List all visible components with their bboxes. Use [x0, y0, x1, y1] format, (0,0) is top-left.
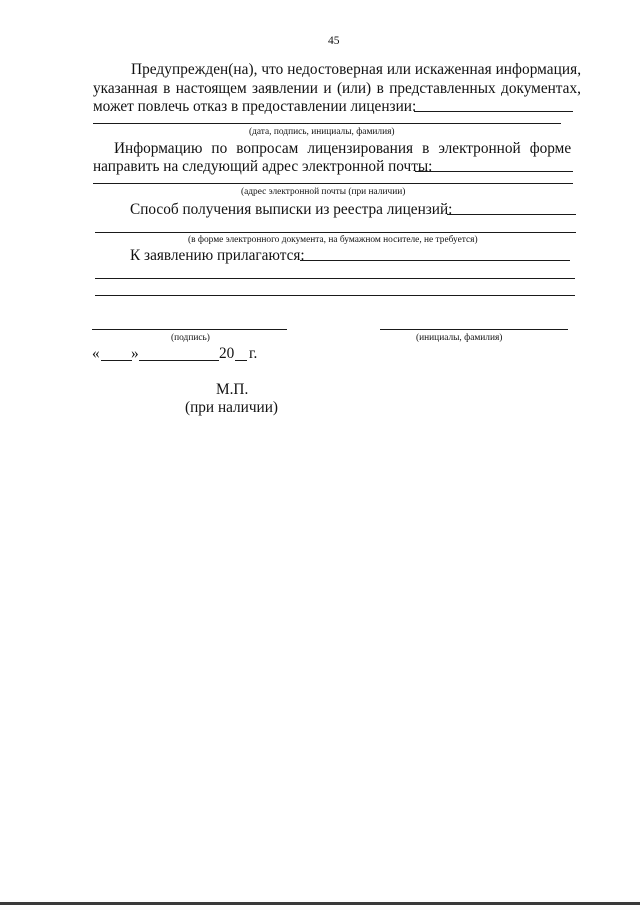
- date-year-suffix: г.: [249, 345, 258, 362]
- extract-method-label: Способ получения выписки из реестра лицензий:: [130, 201, 453, 218]
- signature-line[interactable]: [92, 329, 287, 330]
- caption-date-signature: (дата, подпись, инициалы, фамилия): [249, 127, 395, 137]
- document-page: 45 Предупрежден(на), что недостоверная или искаженная информация, указанная в настоящем заявлении и (или) в представленных документах, может повлечь отказ в предоставлении лицензии: (дата, подпись, инициалы, фамилия) Информацию по вопросам лицензирования в электронной форме направить на следующий адрес электронной почты: (адрес электронной почты (при наличии) Способ получения выписки из реестра лицензий: (в форме электронного документа, на бумажном носителе, не требуется) К заявлению прилагаются: (подпись) (инициалы, фамилия) « » 20 г. М.П. (при наличии): [0, 0, 640, 905]
- initials-line[interactable]: [380, 329, 568, 330]
- signature-date-line[interactable]: [93, 123, 561, 124]
- attachments-line-3[interactable]: [95, 295, 575, 296]
- license-refusal-field[interactable]: [414, 111, 573, 112]
- attachments-field[interactable]: [300, 260, 570, 261]
- caption-extract-form: (в форме электронного документа, на бумажном носителе, не требуется): [188, 235, 478, 245]
- email-address-line[interactable]: [93, 183, 573, 184]
- stamp-note: (при наличии): [185, 399, 279, 416]
- date-close-quote: »: [131, 345, 139, 362]
- page-number: 45: [328, 35, 340, 47]
- caption-email: (адрес электронной почты (при наличии): [241, 187, 406, 197]
- extract-method-field[interactable]: [447, 214, 576, 215]
- caption-initials: (инициалы, фамилия): [416, 333, 503, 343]
- extract-method-line[interactable]: [95, 232, 576, 233]
- date-open-quote: «: [92, 345, 100, 362]
- attachments-label: К заявлению прилагаются:: [130, 247, 305, 264]
- date-year-prefix: 20: [219, 345, 235, 362]
- caption-signature: (подпись): [171, 333, 210, 343]
- attachments-line-2[interactable]: [95, 278, 575, 279]
- email-address-field[interactable]: [415, 171, 573, 172]
- date-year-field[interactable]: [235, 360, 247, 361]
- date-month-field[interactable]: [139, 360, 219, 361]
- date-day-field[interactable]: [101, 360, 132, 361]
- stamp-label: М.П.: [216, 381, 249, 398]
